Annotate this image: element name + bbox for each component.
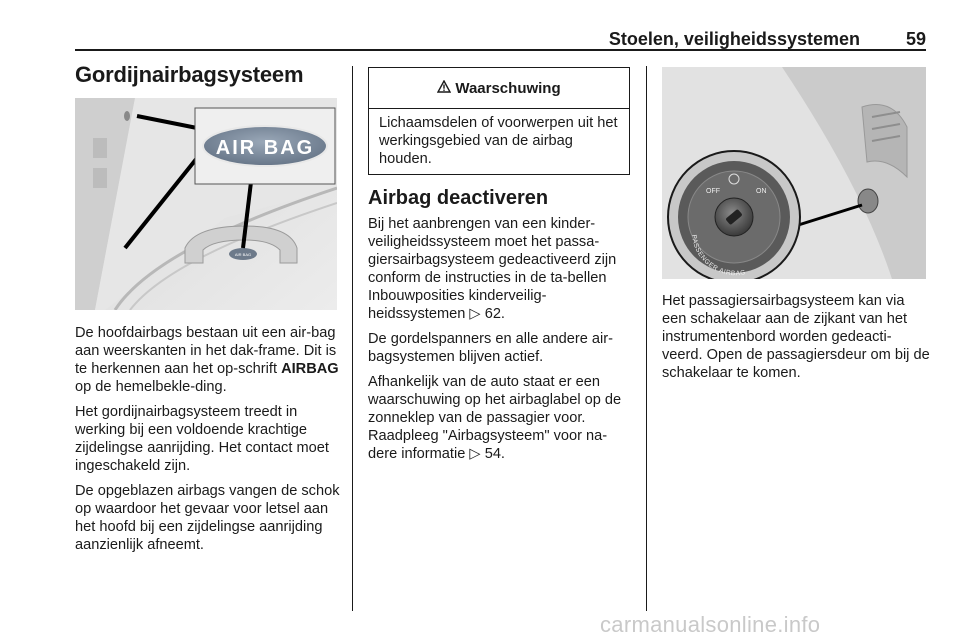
page-number: 59 xyxy=(905,29,926,49)
svg-text:AIR BAG: AIR BAG xyxy=(215,137,315,159)
paragraph: Bij het aanbrengen van een kinder-veiligheidssysteem moet het passa-giersairbagsysteem gedeactiveerd zijn conform de instructies in de ta-bellen Inbouwposities kinderveilig-heidssystemen ▷ 62. xyxy=(368,216,617,322)
column-divider-right xyxy=(646,66,647,611)
page-reference-icon: ▷ xyxy=(469,306,481,322)
svg-text:PASSENGER AIRBAG: PASSENGER AIRBAG xyxy=(689,234,747,278)
paragraph: Het passagiersairbagsysteem kan via een schakelaar aan de zijkant van het instrumentenbord worden gedeacti-veerd. Open de passagiersdeur om bij de schakelaar te komen. xyxy=(662,293,930,381)
page-reference[interactable]: 62. xyxy=(484,306,505,322)
warning-header xyxy=(369,68,629,109)
middle-body xyxy=(368,215,636,470)
paragraph: De gordelspanners en alle andere air-bagsystemen blijven actief. xyxy=(368,331,614,365)
header-rule xyxy=(75,49,926,51)
column-divider-left xyxy=(352,66,353,611)
airbag-switch-figure xyxy=(662,67,926,279)
paragraph: Afhankelijk van de auto staat er een waarschuwing op het airbaglabel op de zonneklep van de passagier voor. Raadpleeg "Airbagsysteem" voor na-dere informatie ▷ 54. xyxy=(368,374,622,462)
paragraph: De opgeblazen airbags vangen de schok op waardoor het gevaar voor letsel aan het hoofd bij een zijdelingse aanrijding aanzienlijk afneemt. xyxy=(75,483,340,553)
svg-text:OFF: OFF xyxy=(706,188,720,195)
warning-icon xyxy=(437,80,451,97)
warning-text: Lichaamsdelen of voorwerpen uit het werkingsgebied van de airbag houden. xyxy=(379,115,618,167)
paragraph: De hoofdairbags bestaan uit een air-bag aan weerskanten in het dak-frame. Dit is te herkennen aan het op-schrift AIRBAG op de hemelbekle-ding. xyxy=(75,325,339,395)
section-title: Gordijnairbagsysteem xyxy=(75,62,304,87)
paragraph: Het gordijnairbagsysteem treedt in werking bij een voldoende krachtige zijdelingse aanrijding. Het contact moet ingeschakeld zijn. xyxy=(75,404,329,474)
svg-text:AIR BAG: AIR BAG xyxy=(234,252,252,257)
warning-box xyxy=(368,67,630,175)
warning-title: Waarschuwing xyxy=(455,79,561,97)
curtain-airbag-illustration xyxy=(75,98,337,310)
curtain-airbag-figure xyxy=(75,98,337,310)
right-body xyxy=(662,292,932,389)
page-reference-icon: ▷ xyxy=(469,446,481,462)
subsection-heading: Airbag deactiveren xyxy=(368,187,549,209)
watermark: carmanualsonline.info xyxy=(600,612,821,637)
airbag-switch-illustration xyxy=(662,67,926,279)
left-body xyxy=(75,324,341,561)
svg-text:ON: ON xyxy=(756,188,767,195)
running-header: Stoelen, veiligheidssystemen xyxy=(608,29,860,49)
page-reference[interactable]: 54. xyxy=(484,446,505,462)
